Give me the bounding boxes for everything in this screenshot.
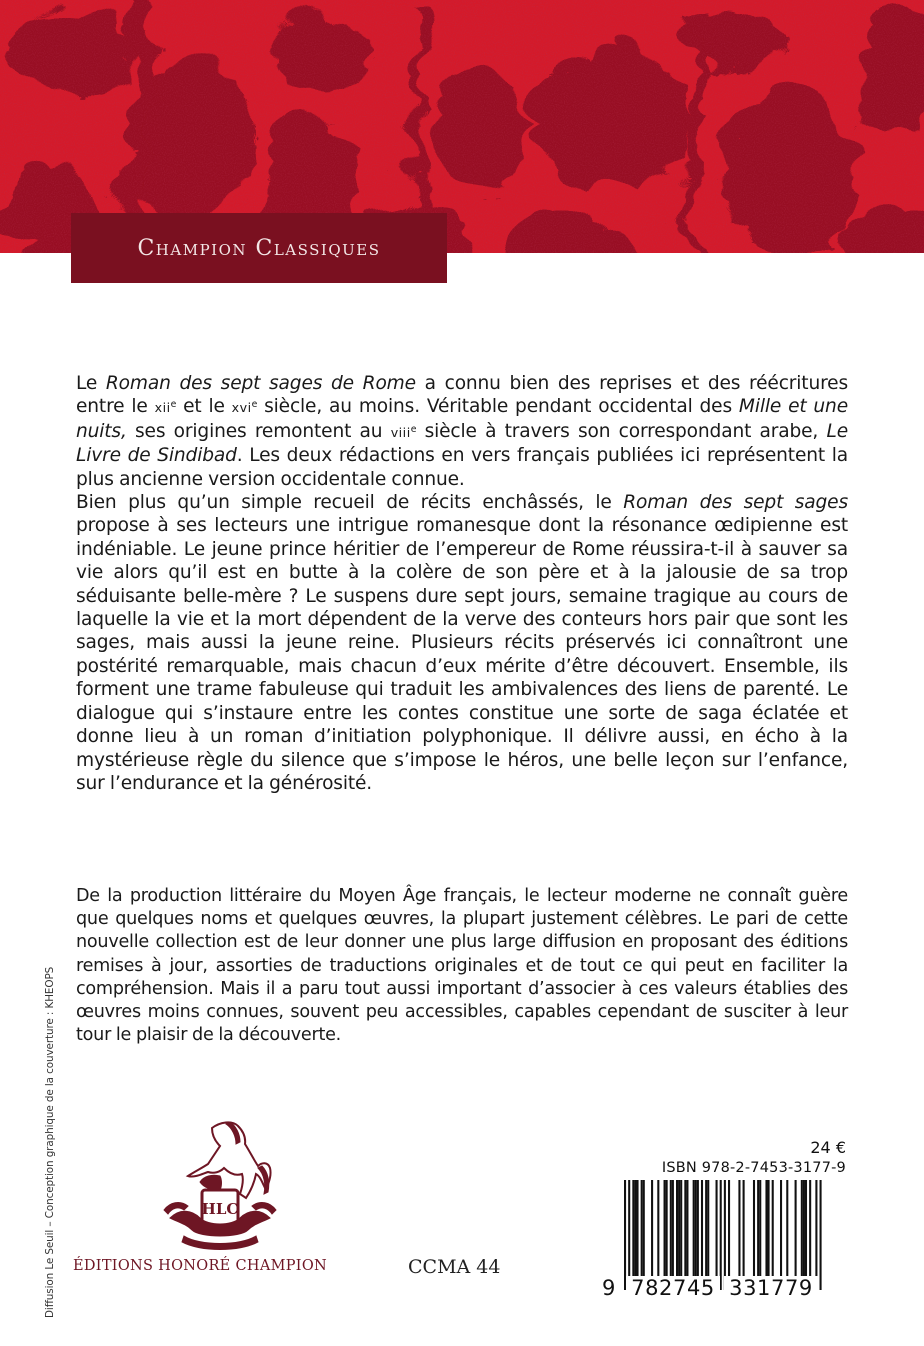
- barcode-bar: [670, 1180, 672, 1276]
- text-run: et le: [176, 396, 232, 418]
- ordinal-suffix: e: [251, 399, 258, 411]
- barcode-bar: [803, 1180, 805, 1276]
- barcode-bar: [632, 1180, 634, 1276]
- barcode-bar: [720, 1180, 722, 1290]
- barcode-left-digits: 782745: [631, 1276, 715, 1298]
- barcode-bar: [651, 1180, 653, 1276]
- barcode-bar: [780, 1180, 782, 1276]
- barcode-bar: [815, 1180, 817, 1290]
- text-run: siècle à travers son correspondant arabe,: [416, 420, 827, 442]
- cover-credits: Diffusion Le Seuil – Conception graphique de la couverture : KHEOPS: [44, 966, 56, 1318]
- barcode-bar: [634, 1180, 636, 1276]
- text-run: siècle, au moins. Véritable pendant occidental des: [257, 396, 739, 418]
- text-run: Le: [76, 373, 106, 394]
- barcode-bar: [786, 1180, 788, 1276]
- barcode-bar: [805, 1180, 807, 1276]
- italic-title: Le Livre de Sindibad: [76, 420, 848, 467]
- barcode-bar: [701, 1180, 703, 1276]
- isbn: ISBN 978-2-7453-3177-9: [661, 1160, 846, 1176]
- barcode-bar: [680, 1180, 682, 1276]
- barcode-bar: [695, 1180, 697, 1276]
- century-numeral: xvi: [231, 400, 252, 416]
- text-run: . Les deux rédactions en vers français publiées ici représentent la plus ancienne version occidentale connue.: [76, 445, 848, 490]
- ordinal-suffix: e: [410, 423, 417, 435]
- blurb-paragraph-2: [76, 491, 848, 795]
- barcode-bar: [820, 1180, 822, 1290]
- barcode-bar: [636, 1180, 638, 1276]
- barcode-bar: [624, 1180, 626, 1290]
- barcode-bar: [657, 1180, 659, 1276]
- barcode-bar: [676, 1180, 678, 1276]
- barcode-bar: [697, 1180, 699, 1276]
- barcode-bar: [728, 1180, 730, 1276]
- price: 24 €: [810, 1138, 846, 1157]
- publisher-name: ÉDITIONS HONORÉ CHAMPION: [73, 1258, 327, 1274]
- barcode-bar: [643, 1180, 645, 1276]
- barcode-bar: [795, 1180, 797, 1276]
- publisher-logo-horse-crest: [150, 1118, 290, 1253]
- barcode-bar: [707, 1180, 709, 1276]
- isbn-barcode: [600, 1180, 850, 1298]
- italic-title: Roman des sept sages de Rome: [105, 373, 416, 394]
- barcode-bar: [641, 1180, 643, 1276]
- collection-paragraph: De la production littéraire du Moyen Âge français, le lecteur moderne ne connaît guère que quelques noms et quelques œuvres, la plupart justement célèbres. Le pari de cette nouvelle collection est de leur donner une plus large diffusion en proposant des éditions remises à jour, assorties de traductions originales et de tout ce qui peut en faciliter la compréhension. Mais il a paru tout aussi important d’associer à ces valeurs établies des œuvres moins connues, souvent peu accessibles, capables cependant de susciter à leur tour le plaisir de la découverte.: [76, 886, 848, 1046]
- text-run: Bien plus qu’un simple recueil de récits enchâssés, le: [76, 492, 624, 514]
- barcode-bar: [664, 1180, 666, 1276]
- barcode-bar: [724, 1180, 726, 1290]
- barcode-bar: [809, 1180, 811, 1276]
- blurb-paragraph-1: [76, 372, 848, 491]
- barcode-bar: [765, 1180, 767, 1276]
- barcode-bar: [686, 1180, 688, 1276]
- text-run: a connu bien des reprises et des réécritures entre le: [76, 373, 848, 418]
- barcode-bar: [628, 1180, 630, 1290]
- barcode-bar: [716, 1180, 718, 1276]
- collection-description: [76, 885, 848, 1047]
- barcode-bar: [772, 1180, 774, 1276]
- ordinal-suffix: e: [170, 399, 177, 411]
- barcode-right-digits: 331779: [729, 1276, 813, 1298]
- book-blurb: [76, 372, 848, 795]
- barcode-bar: [672, 1180, 674, 1276]
- barcode-bar: [705, 1180, 707, 1276]
- barcode-bar: [801, 1180, 803, 1276]
- series-banner: [71, 213, 447, 283]
- text-run: propose à ses lecteurs une intrigue romanesque dont la résonance œdipienne est indéniable. Le jeune prince héritier de l’empereur de Rome réussira-t-il à sauver sa vie alors qu’il est en butte à la colère de son père et à la jalousie de sa trop séduisante belle-mère ? Le suspens dure sept jours, semaine tragique au cours de laquelle la vie et la mort dépendent de la verve des conteurs hors pair que sont les sages, mais aussi la jeune reine. Plusieurs récits préservés ici connaîtront une postérité remarquable, mais chacun d’eux mérite d’être découvert. Ensemble, ils forment une trame fabuleuse qui traduit les ambivalences des liens de parenté. Le dialogue qui s’instaure entre les contes constitue une sorte de saga éclatée et donne lieu à un roman d’initiation polyphonique. Il délivre aussi, en écho à la mystérieuse règle du silence que s’impose le héros, une belle leçon sur l’enfance, sur l’endurance et la générosité.: [76, 515, 848, 794]
- barcode-bar: [738, 1180, 740, 1276]
- barcode-bar: [666, 1180, 668, 1276]
- barcode-bar: [753, 1180, 755, 1276]
- barcode-bar: [743, 1180, 745, 1276]
- italic-title: Roman des sept sages: [623, 492, 849, 514]
- barcode-bar: [759, 1180, 761, 1276]
- barcode-bar: [768, 1180, 770, 1276]
- barcode-first-digit: 9: [602, 1276, 616, 1298]
- italic-title: Mille et une nuits,: [76, 396, 848, 442]
- logo-monogram: HLC: [201, 1200, 239, 1218]
- series-title: Champion Classiques: [137, 235, 381, 261]
- barcode-bar: [693, 1180, 695, 1276]
- barcode-bar: [757, 1180, 759, 1276]
- catalog-number: CCMA 44: [408, 1256, 501, 1278]
- century-numeral: viii: [390, 424, 411, 440]
- text-run: ses origines remontent au: [126, 420, 391, 442]
- barcode-bars: [624, 1180, 822, 1290]
- barcode-bar: [678, 1180, 680, 1276]
- century-numeral: xii: [154, 400, 171, 416]
- barcode-bar: [684, 1180, 686, 1276]
